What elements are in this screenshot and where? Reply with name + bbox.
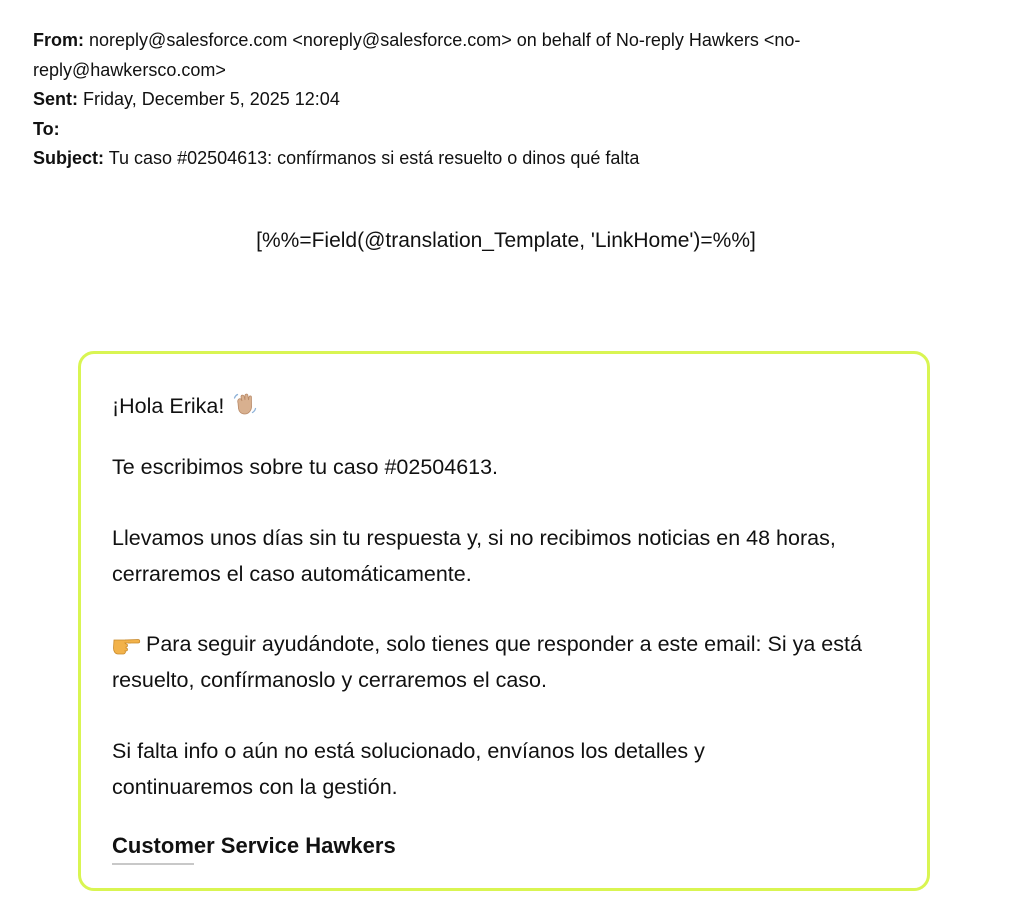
email-header [33,26,913,174]
action-line [112,626,912,698]
sent-value: Friday, December 5, 2025 12:04 [83,89,340,109]
from-label: From: [33,30,84,50]
template-placeholder: [%%=Field(@translation_Template, 'LinkHome')=%%] [256,229,756,252]
followup-text: Si falta info o aún no está solucionado, envíanos los detalles y continuaremos con la gestión. [112,739,705,799]
sent-label: Sent: [33,89,78,109]
pointing-hand-icon [112,631,142,655]
sent-row [33,85,913,115]
from-value[interactable]: noreply@salesforce.com <noreply@salesforce.com> on behalf of No-reply Hawkers <no-reply@hawkersco.com> [33,30,801,80]
waving-hand-icon [232,391,258,417]
subject-value: Tu caso #02504613: confírmanos si está resuelto o dinos qué falta [108,148,640,168]
message-card [78,351,930,891]
reminder-text: Llevamos unos días sin tu respuesta y, si no recibimos noticias en 48 horas, cerraremos el caso automáticamente. [112,526,836,586]
greeting-text: ¡Hola Erika! [112,394,225,418]
greeting-line [112,388,912,424]
to-row [33,115,913,145]
signature: Customer Service Hawkers [112,833,396,858]
action-text: Para seguir ayudándote, solo tienes que responder a este email: Si ya está resuelto, confírmanoslo y cerraremos el caso. [112,632,862,692]
intro-text: Te escribimos sobre tu caso #02504613. [112,455,499,479]
to-label: To: [33,118,60,139]
subject-row [33,144,913,174]
subject-label: Subject: [33,148,105,168]
from-row [33,26,913,85]
signature-underline [112,863,194,865]
